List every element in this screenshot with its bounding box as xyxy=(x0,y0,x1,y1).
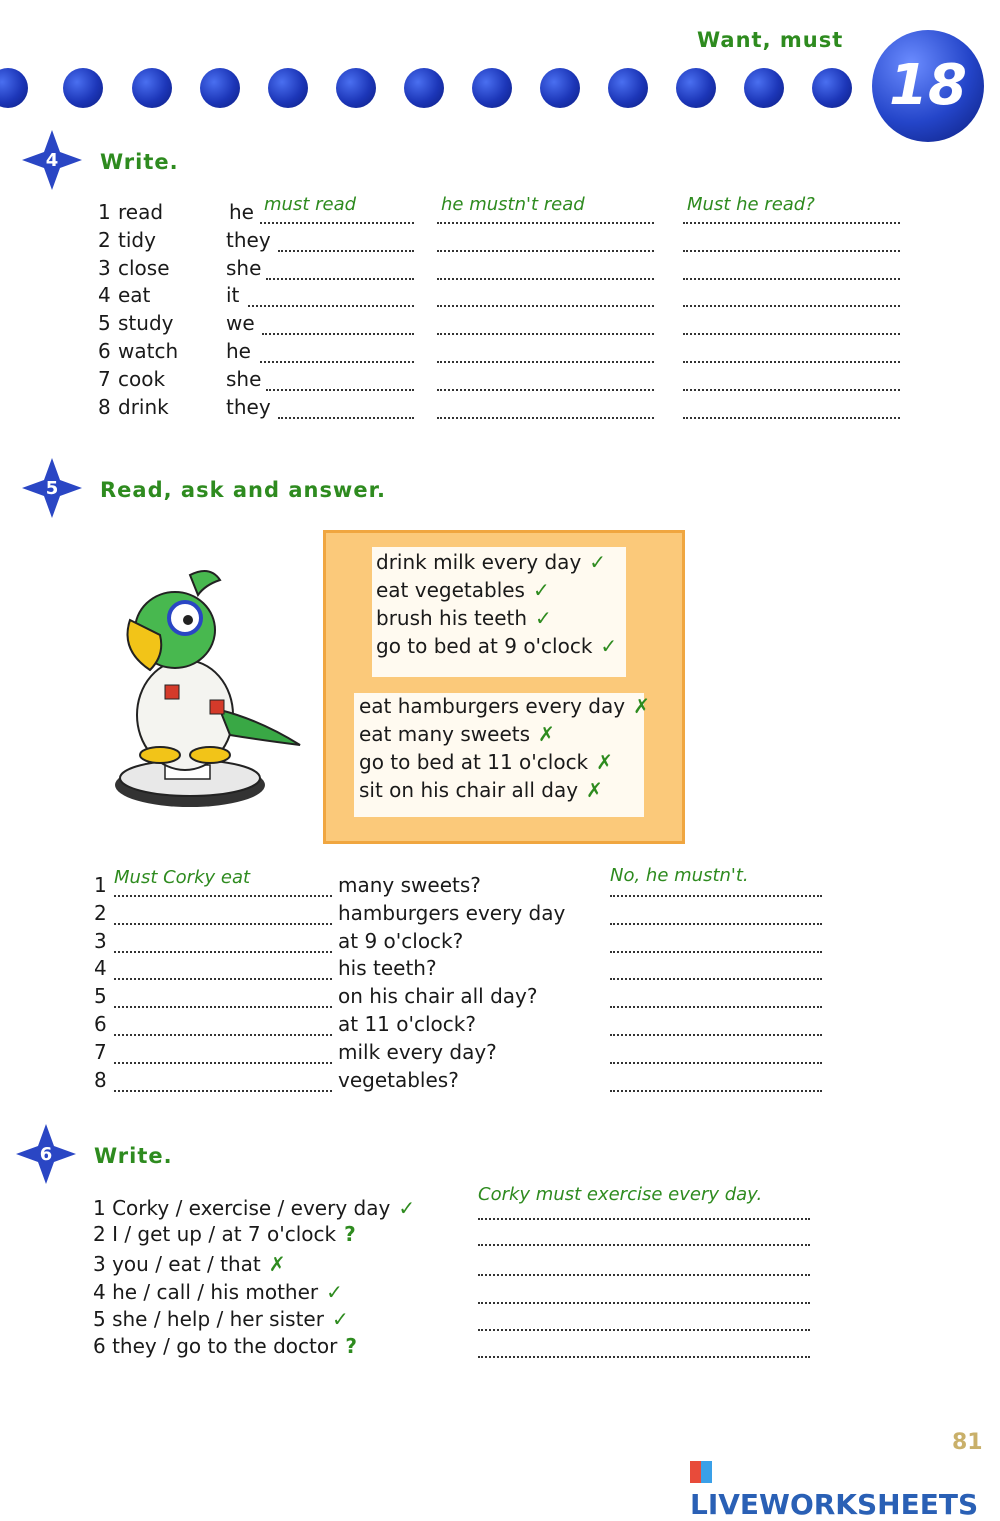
question-tail: hamburgers every day xyxy=(338,900,566,925)
rule-text: eat hamburgers every day xyxy=(359,694,626,718)
answer-blank[interactable] xyxy=(266,258,414,280)
verb-label: read xyxy=(118,200,164,224)
question-blank[interactable] xyxy=(114,1070,332,1092)
parrot-on-scale-illustration xyxy=(110,560,310,820)
check-icon: ✓ xyxy=(535,606,552,630)
rule-text: brush his teeth xyxy=(376,606,528,630)
check-icon: ✓ xyxy=(532,578,550,602)
sentence-answer-text: Corky must exercise every day. xyxy=(478,1184,763,1205)
row-number: 1 xyxy=(98,200,111,224)
question-blank[interactable] xyxy=(114,986,332,1008)
question-blank[interactable] xyxy=(114,903,332,925)
rule-text: eat vegetables xyxy=(376,578,525,602)
question-tail: at 9 o'clock? xyxy=(338,928,464,953)
prompt-line xyxy=(93,1252,286,1276)
svg-text:6: 6 xyxy=(39,1144,53,1165)
row-number: 2 xyxy=(98,227,111,252)
question-mark-icon: ? xyxy=(345,1334,357,1358)
answer-blank[interactable] xyxy=(262,313,414,335)
answer-blank[interactable] xyxy=(278,397,414,419)
answer-blank[interactable] xyxy=(437,285,654,307)
exercise-6-heading: Write. xyxy=(94,1144,173,1168)
page-title: Want, must xyxy=(697,28,844,52)
exercise-star-icon xyxy=(20,128,84,192)
sentence-blank[interactable] xyxy=(478,1254,810,1276)
answer-blank[interactable] xyxy=(683,230,900,252)
verb-label: watch xyxy=(118,339,179,363)
short-answer-blank[interactable] xyxy=(610,903,822,925)
answer-text: must read xyxy=(264,194,357,215)
must-rule xyxy=(376,634,617,658)
prompt-line xyxy=(93,1222,356,1246)
liveworksheets-wordmark: LIVEWORKSHEETS xyxy=(690,1488,979,1521)
svg-text:4: 4 xyxy=(45,150,59,171)
sentence-blank[interactable] xyxy=(478,1336,810,1358)
question-tail: vegetables? xyxy=(338,1067,459,1092)
prompt-text: 5 she / help / her sister xyxy=(93,1307,324,1331)
prompt-text: 2 I / get up / at 7 o'clock xyxy=(93,1222,337,1246)
row-number: 6 xyxy=(98,339,111,363)
check-icon: ✓ xyxy=(331,1307,349,1331)
answer-blank[interactable] xyxy=(683,369,900,391)
row-number: 3 xyxy=(98,255,111,280)
check-icon: ✓ xyxy=(589,550,607,574)
verb-label: cook xyxy=(118,366,166,391)
short-answer-blank[interactable] xyxy=(610,931,822,953)
question-number: 7 xyxy=(94,1039,107,1064)
prompt-line xyxy=(93,1280,343,1304)
must-rule xyxy=(376,606,552,630)
subject-label: they xyxy=(226,394,271,419)
short-answer-blank[interactable] xyxy=(610,1014,822,1036)
answer-blank[interactable] xyxy=(248,285,414,307)
answer-blank[interactable] xyxy=(683,341,900,363)
exercise-star-icon xyxy=(14,1122,78,1186)
prompt-line xyxy=(93,1307,349,1331)
must-rule xyxy=(376,578,550,602)
must-rule xyxy=(376,550,606,574)
question-number: 8 xyxy=(94,1067,107,1092)
mustnt-rule xyxy=(359,722,555,746)
cross-icon: ✗ xyxy=(596,750,613,774)
unit-number-badge: 18 xyxy=(872,30,984,142)
question-blank[interactable] xyxy=(114,1014,332,1036)
prompt-line xyxy=(93,1196,415,1220)
question-blank[interactable] xyxy=(114,931,332,953)
row-number: 5 xyxy=(98,311,111,336)
question-number: 5 xyxy=(94,984,107,1009)
question-mark-icon: ? xyxy=(344,1222,356,1246)
mustnt-rule xyxy=(359,694,650,718)
question-answer-text: Must Corky eat xyxy=(114,867,251,888)
liveworksheets-icon xyxy=(690,1461,712,1483)
rule-text: drink milk every day xyxy=(376,550,582,574)
subject-label: they xyxy=(226,227,271,252)
verb-label: tidy xyxy=(118,227,156,252)
short-answer-blank[interactable] xyxy=(610,1042,822,1064)
question-tail: at 11 o'clock? xyxy=(338,1012,476,1036)
check-icon: ✓ xyxy=(398,1196,416,1220)
question-tail: on his chair all day? xyxy=(338,984,538,1009)
short-answer-blank[interactable] xyxy=(610,986,822,1008)
cross-icon: ✗ xyxy=(538,722,555,746)
answer-blank[interactable] xyxy=(683,397,900,419)
cross-icon: ✗ xyxy=(633,694,650,718)
answer-blank[interactable] xyxy=(266,369,414,391)
sentence-blank[interactable] xyxy=(478,1282,810,1304)
mustnt-rule xyxy=(359,750,613,774)
question-number: 4 xyxy=(94,956,107,981)
rule-text: go to bed at 11 o'clock xyxy=(359,750,589,774)
row-number: 4 xyxy=(98,283,111,308)
answer-blank[interactable] xyxy=(260,341,414,363)
prompt-line xyxy=(93,1334,357,1358)
mustnt-rule xyxy=(359,778,603,802)
cross-icon: ✗ xyxy=(586,778,603,802)
subject-label: it xyxy=(226,283,240,308)
short-answer-text: No, he mustn't. xyxy=(610,865,749,886)
prompt-text: 6 they / go to the doctor xyxy=(93,1334,338,1358)
answer-blank[interactable] xyxy=(437,341,654,363)
question-blank[interactable] xyxy=(114,1042,332,1064)
subject-label: she xyxy=(226,255,262,280)
rule-text: eat many sweets xyxy=(359,722,531,746)
answer-blank[interactable] xyxy=(437,313,654,335)
check-icon: ✓ xyxy=(326,1280,343,1304)
question-tail: many sweets? xyxy=(338,873,481,897)
subject-label: he xyxy=(226,339,251,363)
short-answer-blank[interactable] xyxy=(610,958,822,980)
verb-label: drink xyxy=(118,394,169,419)
question-tail: milk every day? xyxy=(338,1039,497,1064)
prompt-text: 4 he / call / his mother xyxy=(93,1280,319,1304)
question-number: 3 xyxy=(94,928,107,953)
subject-label: we xyxy=(226,311,255,336)
verb-label: study xyxy=(118,311,174,336)
answer-blank[interactable] xyxy=(278,230,414,252)
sentence-blank[interactable] xyxy=(478,1224,810,1246)
cross-icon: ✗ xyxy=(268,1252,286,1276)
verb-label: close xyxy=(118,255,170,280)
sentence-blank[interactable] xyxy=(478,1309,810,1331)
answer-blank[interactable] xyxy=(683,258,900,280)
prompt-text: 3 you / eat / that xyxy=(93,1252,261,1276)
exercise-5-heading: Read, ask and answer. xyxy=(100,478,386,502)
answer-text: Must he read? xyxy=(687,194,815,215)
answer-text: he mustn't read xyxy=(441,194,585,215)
exercise-star-icon xyxy=(20,456,84,520)
rule-text: go to bed at 9 o'clock xyxy=(376,634,593,658)
row-number: 7 xyxy=(98,366,111,391)
liveworksheets-logo xyxy=(690,1455,1000,1521)
answer-blank[interactable] xyxy=(437,369,654,391)
answer-blank[interactable] xyxy=(437,397,654,419)
question-number: 1 xyxy=(94,873,107,897)
prompt-text: 1 Corky / exercise / every day xyxy=(93,1196,391,1220)
question-tail: his teeth? xyxy=(338,956,437,981)
answer-blank[interactable] xyxy=(437,258,654,280)
question-blank[interactable] xyxy=(114,958,332,980)
answer-blank[interactable] xyxy=(437,230,654,252)
svg-text:5: 5 xyxy=(45,478,59,499)
rule-text: sit on his chair all day xyxy=(359,778,579,802)
verb-label: eat xyxy=(118,283,151,308)
row-number: 8 xyxy=(98,394,111,419)
decorative-dot-row xyxy=(0,68,860,112)
page-number: 81 xyxy=(952,1430,983,1455)
subject-label: he xyxy=(229,200,254,224)
short-answer-blank[interactable] xyxy=(610,1070,822,1092)
exercise-4-heading: Write. xyxy=(100,150,179,174)
question-number: 2 xyxy=(94,900,107,925)
answer-blank[interactable] xyxy=(683,313,900,335)
answer-blank[interactable] xyxy=(683,285,900,307)
subject-label: she xyxy=(226,366,262,391)
question-number: 6 xyxy=(94,1012,107,1036)
check-icon: ✓ xyxy=(600,634,618,658)
